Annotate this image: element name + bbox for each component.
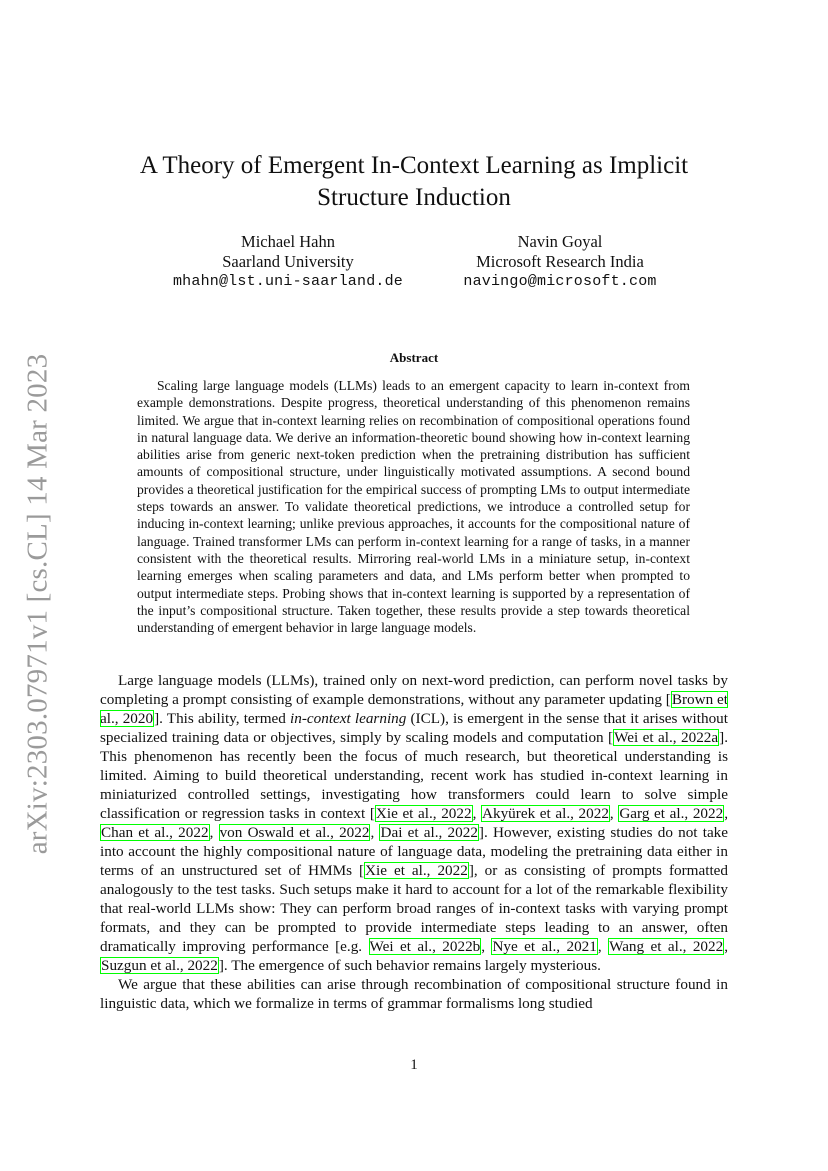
citation-link[interactable]: Wang et al., 2022 — [609, 938, 724, 955]
arxiv-identifier[interactable]: arXiv:2303.07971v1 [cs.CL] 14 Mar 2023 — [21, 353, 54, 855]
citation-link[interactable]: Garg et al., 2022 — [619, 805, 724, 822]
author-name: Michael Hahn — [241, 232, 335, 251]
citation-link[interactable]: Akyürek et al., 2022 — [482, 805, 609, 822]
author-affiliation: Microsoft Research India — [476, 252, 644, 271]
text-run: ]. The emergence of such behavior remains largely mysterious. — [218, 957, 601, 974]
text-run: ]. This ability, termed — [154, 710, 291, 727]
author-1 — [148, 232, 428, 292]
abstract-text: Scaling large language models (LLMs) leads to an emergent capacity to learn in-context from example demonstrations. Despite progress, theoretical understanding of this phenomenon remains limited. We argue that in-context learning relies on recombination of compositional operations found in natural language data. We derive an information-theoretic bound showing how in-context learning abilities arise from generic next-token prediction when the pretraining distribution has sufficient amounts of compositional structure, under linguistically motivated assumptions. A second bound provides a theoretical justification for the empirical success of prompting LMs to output intermediate steps towards an answer. To validate theoretical predictions, we introduce a controlled setup for inducing in-context learning; unlike previous approaches, it accounts for the compositional nature of language. Trained transformer LMs can perform in-context learning for a range of tasks, in a manner consistent with the theoretical results. Mirroring real-world LMs in a miniature setup, in-context learning emerges when scaling parameters and data, and LMs perform better when prompted to output intermediate steps. Probing shows that in-context learning is supported by a representation of the input’s compositional structure. Taken together, these results provide a step towards theoretical understanding of emergent behavior in large language models. — [137, 378, 690, 636]
author-2 — [420, 232, 700, 292]
abstract-heading: Abstract — [389, 350, 439, 365]
paper-title — [100, 150, 728, 214]
citation-link[interactable]: Dai et al., 2022 — [380, 824, 478, 841]
citation-link[interactable]: Wei et al., 2022a — [614, 729, 719, 746]
abstract — [137, 377, 690, 636]
citation-link[interactable]: Xie et al., 2022 — [365, 862, 468, 879]
text-run: ]. This phenomenon has recently been the focus of much research, but theoretical understanding is limited. Aiming to build theoretical understanding, recent work has studied in-context learning in miniaturized controlled settings, investigating how transformers could learn to solve simple classification or regression tasks in context [ — [100, 729, 728, 822]
text-run: Large language models (LLMs), trained only on next-word prediction, can perform novel tasks by completing a prompt consisting of example demonstrations, without any parameter updating [ — [100, 672, 728, 708]
citation-link[interactable]: Suzgun et al., 2022 — [101, 957, 218, 974]
text-run: (ICL), is emergent in the sense that it arises without specialized training data or objectives, simply by scaling models and computation [ — [100, 710, 728, 746]
text-run: ]. However, existing studies do not take into account the highly compositional nature of language data, modeling the pretraining data either in terms of an unstructured set of HMMs [ — [100, 824, 729, 879]
text-run: ], or as consisting of prompts formatted analogously to the test tasks. Such setups make it hard to account for a lot of the remarkable flexibility that real-world LLMs show: They can perform broad ranges of in-context tasks with varying prompt formats, and they can be prompted to provide intermediate steps leading to an answer, often dramatically improving performance [e.g. — [100, 862, 729, 955]
body-text — [100, 671, 728, 1013]
author-affiliation: Saarland University — [222, 252, 354, 271]
author-name: Navin Goyal — [517, 232, 603, 251]
paragraph-2: We argue that these abilities can arise through recombination of compositional structure found in linguistic data, which we formalize in terms of grammar formalisms long studied — [100, 976, 728, 1012]
citation-link[interactable]: Chan et al., 2022 — [101, 824, 209, 841]
paragraph-1: Large language models (LLMs), trained only on next-word prediction, can perform novel tasks by completing a prompt consisting of example demonstrations, without any parameter updating [Brown et al., 2020]. This ability, termed in-context learning (ICL), is emergent in the sense that it arises without specialized training data or objectives, simply by scaling models and computation [Wei et al., 2022a]. This phenomenon has recently been the focus of much research, but theoretical understanding is limited. Aiming to build theoretical understanding, recent work has studied in-context learning in miniaturized controlled settings, investigating how transformers could learn to solve simple classification or regression tasks in context [Xie et al., 2022, Akyürek et al., 2022, Garg et al., 2022, Chan et al., 2022, von Oswald et al., 2022, Dai et al., 2022]. However, existing studies do not take into account the highly compositional nature of language data, modeling the pretraining data either in terms of an unstructured set of HMMs [Xie et al., 2022], or as consisting of prompts formatted analogously to the test tasks. Such setups make it hard to account for a lot of the remarkable flexibility that real-world LLMs show: They can perform broad ranges of in-context tasks with varying prompt formats, and they can be prompted to provide intermediate steps leading to an answer, often dramatically improving performance [e.g. Wei et al., 2022b, Nye et al., 2021, Wang et al., 2022, Suzgun et al., 2022]. The emergence of such behavior remains largely mysterious. — [100, 672, 729, 974]
author-email[interactable]: navingo@microsoft.com — [463, 273, 657, 290]
emphasis-term: in-context learning — [290, 710, 407, 727]
citation-link[interactable]: Brown et al., 2020 — [100, 691, 728, 727]
author-email[interactable]: mhahn@lst.uni-saarland.de — [172, 273, 404, 290]
citation-link[interactable]: Wei et al., 2022b — [369, 938, 481, 955]
citation-link[interactable]: Nye et al., 2021 — [492, 938, 597, 955]
title-line-1: A Theory of Emergent In-Context Learning as Implicit — [139, 152, 689, 179]
citation-link[interactable]: von Oswald et al., 2022 — [219, 824, 370, 841]
page-number: 1 — [410, 1057, 418, 1073]
title-line-2: Structure Induction — [317, 184, 511, 211]
citation-link[interactable]: Xie et al., 2022 — [375, 805, 472, 822]
